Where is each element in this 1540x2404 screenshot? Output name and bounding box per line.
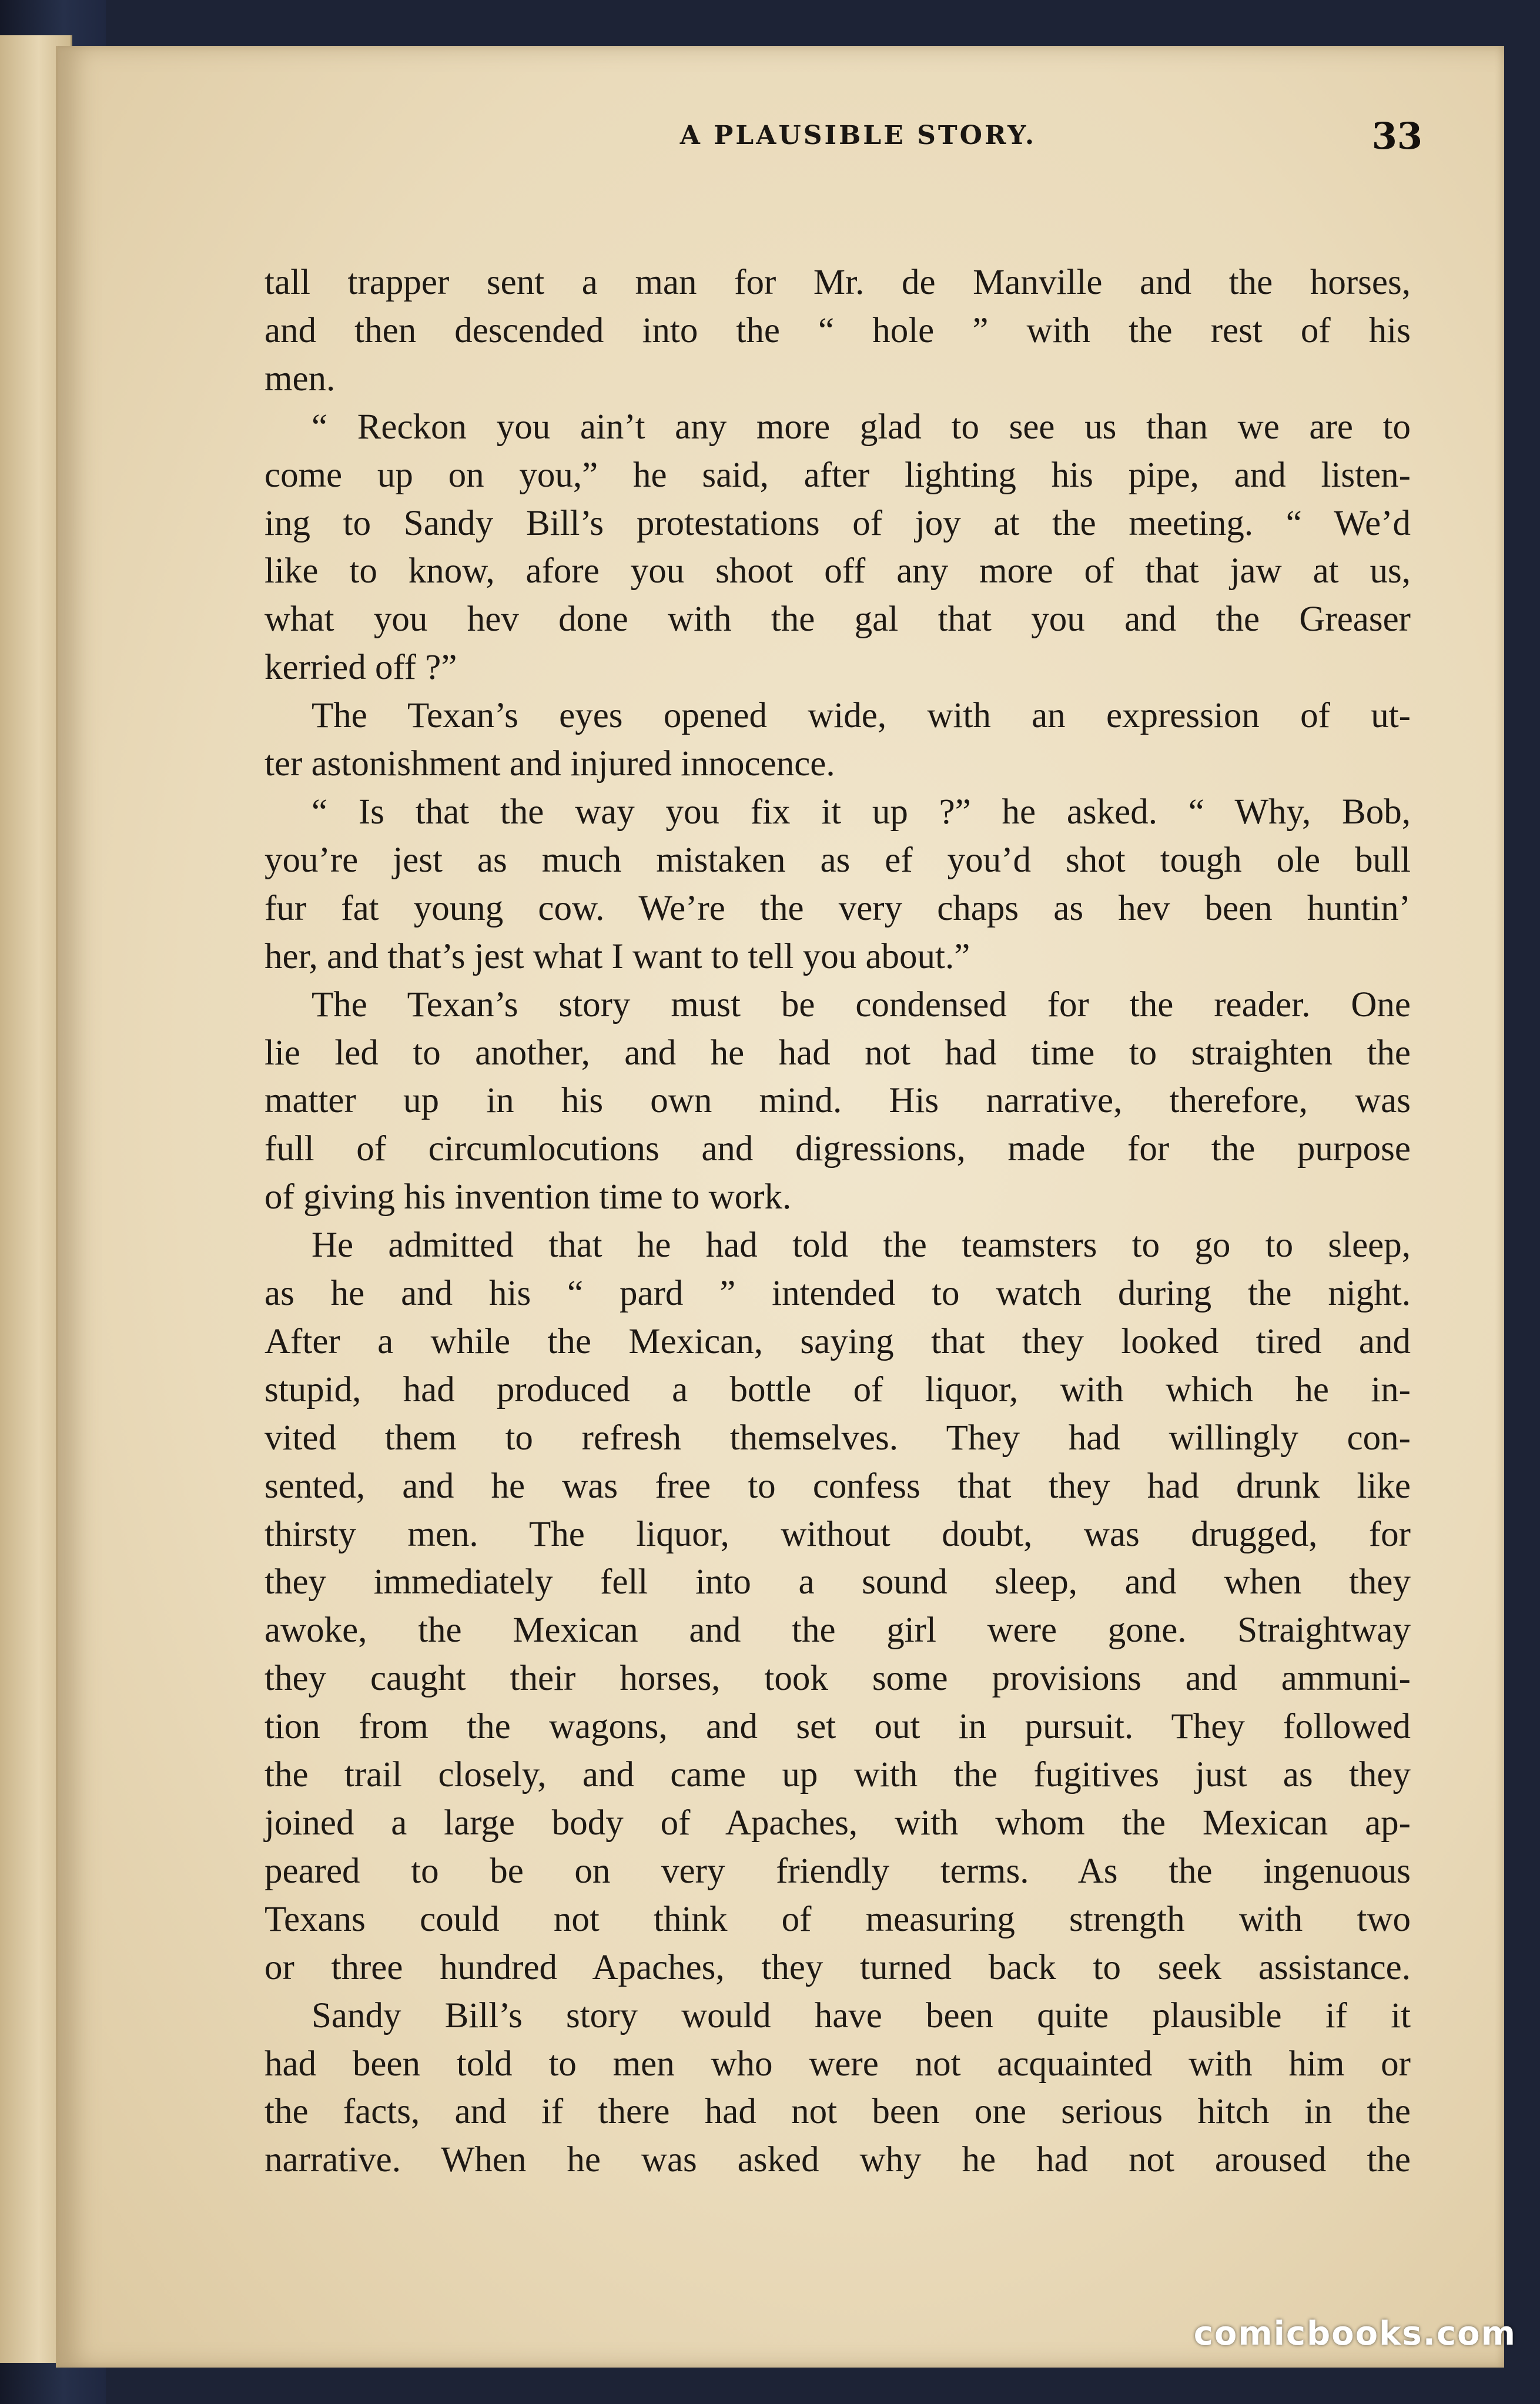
text-line: the facts, and if there had not been one serious hitch in the <box>265 2092 1411 2132</box>
text-line: matter up in his own mind. His narrative, therefore, was <box>265 1081 1411 1121</box>
text-line: Texans could not think of measuring strength with two <box>265 1899 1411 1939</box>
text-line: the trail closely, and came up with the fugitives just as they <box>265 1755 1411 1795</box>
text-line: kerried off ?” <box>265 648 457 688</box>
text-line: ter astonishment and injured innocence. <box>265 744 835 784</box>
text-line: thirsty men. The liquor, without doubt, was drugged, for <box>265 1514 1411 1554</box>
text-line: come up on you,” he said, after lighting his pipe, and listen- <box>265 455 1411 495</box>
watermark: comicbooks.com <box>1193 2315 1516 2353</box>
text-line: peared to be on very friendly terms. As the ingenuous <box>265 1851 1411 1891</box>
text-line: and then descended into the “ hole ” with the rest of his <box>265 310 1411 350</box>
text-line: had been told to men who were not acquainted with him or <box>265 2044 1411 2084</box>
text-line: vited them to refresh themselves. They had willingly con- <box>265 1418 1411 1458</box>
text-line: ing to Sandy Bill’s protestations of joy at the meeting. “ We’d <box>265 503 1411 543</box>
text-line: tall trapper sent a man for Mr. de Manville and the horses, <box>265 263 1411 302</box>
text-line: He admitted that he had told the teamsters to go to sleep, <box>312 1226 1411 1265</box>
page-number: 33 <box>1371 115 1422 158</box>
text-line: fur fat young cow. We’re the very chaps as hev been huntin’ <box>265 888 1411 928</box>
text-line: they immediately fell into a sound sleep, and when they <box>265 1562 1411 1602</box>
text-line: awoke, the Mexican and the girl were gone. Straightway <box>265 1611 1411 1650</box>
text-line: Sandy Bill’s story would have been quite plausible if it <box>312 1995 1411 2035</box>
text-line: lie led to another, and he had not had time to straighten the <box>265 1033 1411 1073</box>
text-line: what you hev done with the gal that you and the Greaser <box>265 600 1411 639</box>
text-line: narrative. When he was asked why he had not aroused the <box>265 2140 1411 2180</box>
text-line: they caught their horses, took some provisions and ammuni- <box>265 1659 1411 1699</box>
text-line: The Texan’s eyes opened wide, with an expression of ut- <box>312 696 1411 736</box>
text-line: full of circumlocutions and digressions, made for the purpose <box>265 1129 1411 1169</box>
text-line: as he and his “ pard ” intended to watch during the night. <box>265 1274 1411 1314</box>
text-line: of giving his invention time to work. <box>265 1177 792 1217</box>
running-head: A PLAUSIBLE STORY. <box>679 120 1037 150</box>
text-line: The Texan’s story must be condensed for the reader. One <box>312 985 1411 1024</box>
text-line: tion from the wagons, and set out in pursuit. They followed <box>265 1707 1411 1747</box>
text-line: you’re jest as much mistaken as ef you’d shot tough ole bull <box>265 840 1411 880</box>
text-line: “ Reckon you ain’t any more glad to see us than we are to <box>312 407 1411 447</box>
text-line: “ Is that the way you fix it up ?” he asked. “ Why, Bob, <box>312 792 1411 832</box>
text-line: like to know, afore you shoot off any more of that jaw at us, <box>265 551 1411 591</box>
text-line: After a while the Mexican, saying that they looked tired and <box>265 1321 1411 1361</box>
text-line: joined a large body of Apaches, with whom the Mexican ap- <box>265 1803 1411 1843</box>
text-line: stupid, had produced a bottle of liquor, with which he in- <box>265 1370 1411 1409</box>
text-line: her, and that’s jest what I want to tell you about.” <box>265 936 970 976</box>
text-line: or three hundred Apaches, they turned back to seek assistance. <box>265 1947 1411 1987</box>
text-line: sented, and he was free to confess that they had drunk like <box>265 1466 1411 1506</box>
body-text <box>265 259 1411 2184</box>
text-line: men. <box>265 359 336 399</box>
